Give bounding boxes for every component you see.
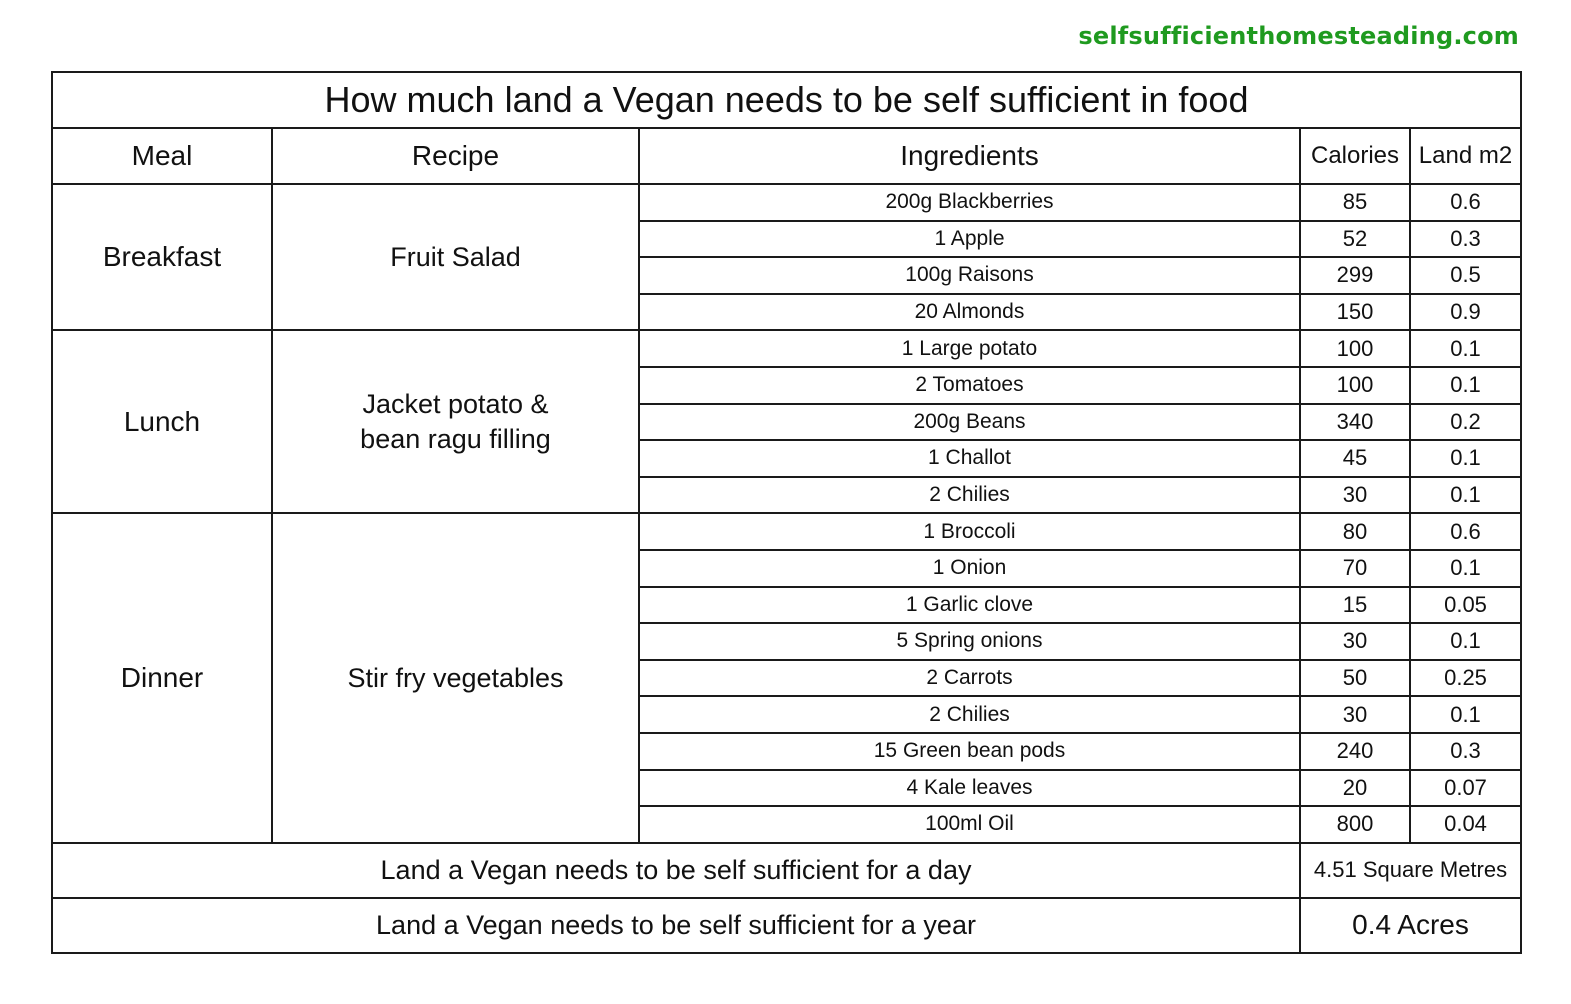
calories-cell: 52 <box>1300 221 1410 258</box>
ingredient-cell: 100ml Oil <box>639 806 1300 843</box>
calories-cell: 100 <box>1300 367 1410 404</box>
land-cell: 0.3 <box>1410 221 1521 258</box>
calories-cell: 100 <box>1300 330 1410 367</box>
header-ingredients: Ingredients <box>639 128 1300 184</box>
calories-cell: 30 <box>1300 623 1410 660</box>
recipe-name: Stir fry vegetables <box>347 662 564 693</box>
ingredient-cell: 2 Chilies <box>639 696 1300 733</box>
land-cell: 0.1 <box>1410 550 1521 587</box>
ingredient-cell: 1 Onion <box>639 550 1300 587</box>
ingredient-cell: 5 Spring onions <box>639 623 1300 660</box>
ingredient-cell: 1 Large potato <box>639 330 1300 367</box>
land-cell: 0.07 <box>1410 770 1521 807</box>
calories-cell: 85 <box>1300 184 1410 221</box>
meal-cell: Breakfast <box>52 184 272 330</box>
land-cell: 0.2 <box>1410 404 1521 441</box>
land-cell: 0.6 <box>1410 513 1521 550</box>
land-cell: 0.1 <box>1410 330 1521 367</box>
ingredient-cell: 1 Apple <box>639 221 1300 258</box>
ingredient-cell: 1 Challot <box>639 440 1300 477</box>
table-row <box>52 184 1521 221</box>
ingredient-cell: 15 Green bean pods <box>639 733 1300 770</box>
header-recipe: Recipe <box>272 128 639 184</box>
calories-cell: 340 <box>1300 404 1410 441</box>
calories-cell: 800 <box>1300 806 1410 843</box>
header-row <box>52 128 1521 184</box>
ingredient-cell: 200g Blackberries <box>639 184 1300 221</box>
header-calories: Calories <box>1300 128 1410 184</box>
calories-cell: 150 <box>1300 294 1410 331</box>
ingredient-cell: 1 Broccoli <box>639 513 1300 550</box>
land-cell: 0.1 <box>1410 440 1521 477</box>
calories-cell: 80 <box>1300 513 1410 550</box>
meal-cell: Dinner <box>52 513 272 842</box>
table-row <box>52 330 1521 367</box>
land-table <box>51 71 1522 954</box>
total-year-row <box>52 898 1521 953</box>
calories-cell: 70 <box>1300 550 1410 587</box>
ingredient-cell: 20 Almonds <box>639 294 1300 331</box>
calories-cell: 15 <box>1300 587 1410 624</box>
ingredient-cell: 2 Tomatoes <box>639 367 1300 404</box>
total-year-value: 0.4 Acres <box>1300 898 1521 953</box>
land-cell: 0.04 <box>1410 806 1521 843</box>
recipe-name: Jacket potato & bean ragu filling <box>360 389 551 454</box>
meal-cell: Lunch <box>52 330 272 513</box>
ingredient-cell: 2 Carrots <box>639 660 1300 697</box>
land-cell: 0.9 <box>1410 294 1521 331</box>
recipe-cell <box>272 330 639 513</box>
header-meal: Meal <box>52 128 272 184</box>
recipe-name: Fruit Salad <box>390 241 521 272</box>
calories-cell: 240 <box>1300 733 1410 770</box>
recipe-cell <box>272 513 639 842</box>
land-cell: 0.1 <box>1410 623 1521 660</box>
calories-cell: 50 <box>1300 660 1410 697</box>
land-cell: 0.3 <box>1410 733 1521 770</box>
total-day-value: 4.51 Square Metres <box>1300 843 1521 898</box>
ingredient-cell: 2 Chilies <box>639 477 1300 514</box>
land-cell: 0.6 <box>1410 184 1521 221</box>
ingredient-cell: 1 Garlic clove <box>639 587 1300 624</box>
land-cell: 0.25 <box>1410 660 1521 697</box>
ingredient-cell: 4 Kale leaves <box>639 770 1300 807</box>
ingredient-cell: 200g Beans <box>639 404 1300 441</box>
total-day-row <box>52 843 1521 898</box>
calories-cell: 20 <box>1300 770 1410 807</box>
total-year-label: Land a Vegan needs to be self sufficient for a year <box>52 898 1300 953</box>
land-cell: 0.1 <box>1410 477 1521 514</box>
site-url: selfsufficienthomesteading.com <box>1078 22 1519 50</box>
total-day-label: Land a Vegan needs to be self sufficient for a day <box>52 843 1300 898</box>
calories-cell: 45 <box>1300 440 1410 477</box>
table-title: How much land a Vegan needs to be self sufficient in food <box>52 72 1521 128</box>
table-row <box>52 513 1521 550</box>
ingredient-cell: 100g Raisons <box>639 257 1300 294</box>
header-land: Land m2 <box>1410 128 1521 184</box>
land-cell: 0.5 <box>1410 257 1521 294</box>
calories-cell: 299 <box>1300 257 1410 294</box>
land-cell: 0.05 <box>1410 587 1521 624</box>
calories-cell: 30 <box>1300 696 1410 733</box>
land-cell: 0.1 <box>1410 367 1521 404</box>
recipe-cell <box>272 184 639 330</box>
calories-cell: 30 <box>1300 477 1410 514</box>
land-cell: 0.1 <box>1410 696 1521 733</box>
